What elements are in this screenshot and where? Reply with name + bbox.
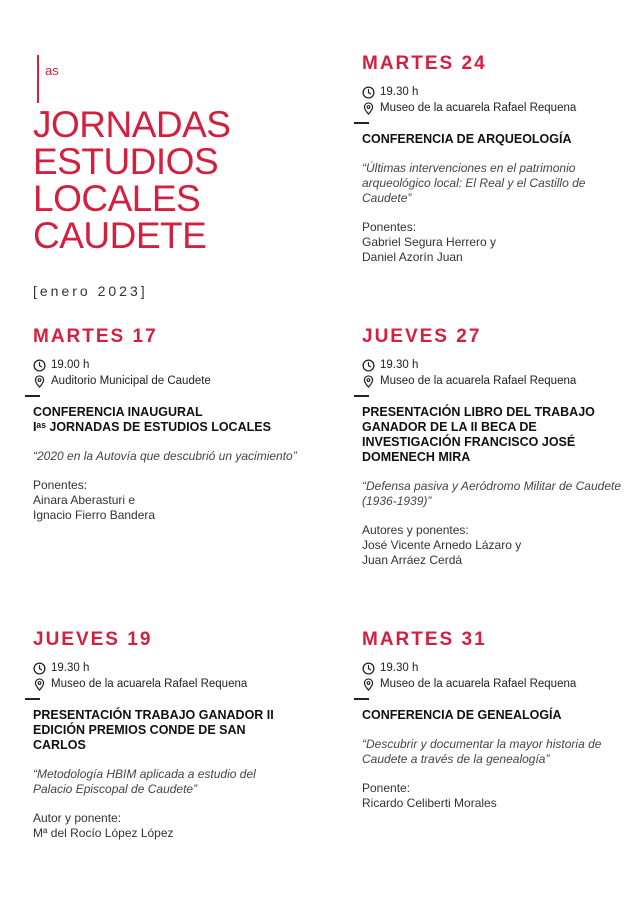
event-martes-17 [33,326,303,523]
event-day: MARTES 24 [362,53,487,74]
event-speaker: José Vicente Arnedo Lázaro y [362,538,522,552]
title-line: CAUDETE [33,215,207,256]
event-speaker: Ignacio Fierro Bandera [33,508,156,522]
location-pin-icon [362,375,375,388]
event-title-line: Iᵃˢ JORNADAS DE ESTUDIOS LOCALES [33,420,271,434]
event-speaker: Gabriel Segura Herrero y [362,235,497,249]
event-place: Museo de la acuarela Rafael Requena [380,678,577,690]
clock-icon [33,662,46,675]
event-time: 19.00 h [51,359,90,371]
event-speakers-label: Ponente: [362,781,411,795]
event-speaker: Juan Arráez Cerdá [362,553,463,567]
event-speaker: Ainara Aberasturi e [33,493,136,507]
title-line: LOCALES [33,178,201,219]
event-talk-title: “Metodología HBIM aplicada a estudio del Palacio Episcopal de Caudete” [33,767,256,796]
event-time: 19.30 h [380,86,419,98]
divider [33,389,303,403]
event-time-row [362,84,622,100]
location-pin-icon [362,102,375,115]
event-talk-title: “Defensa pasiva y Aeródromo Militar de Caudete (1936-1939)” [362,479,622,508]
accent-bar [37,55,39,103]
event-speaker: Daniel Azorín Juan [362,250,463,264]
event-date-range: [enero 2023] [33,283,148,299]
event-jueves-19 [33,629,291,841]
page-title [33,106,333,254]
location-pin-icon [33,375,46,388]
event-talk-title: “2020 en la Autovía que descubrió un yacimiento” [33,449,297,463]
event-time: 19.30 h [380,662,419,674]
event-time: 19.30 h [380,359,419,371]
event-martes-24 [362,53,622,265]
event-place: Museo de la acuarela Rafael Requena [380,102,577,114]
location-pin-icon [362,678,375,691]
event-talk-title: “Últimas intervenciones en el patrimonio arqueológico local: El Real y el Castillo de Caudete” [362,161,586,205]
event-place-row [362,373,624,389]
event-title: PRESENTACIÓN TRABAJO GANADOR II EDICIÓN PREMIOS CONDE DE SAN CARLOS [33,708,274,752]
event-speaker: Ricardo Celiberti Morales [362,796,497,810]
divider [362,116,622,130]
event-title-line: CONFERENCIA INAUGURAL [33,405,203,419]
event-talk-title: “Descubrir y documentar la mayor historia de Caudete a través de la genealogía” [362,737,602,766]
event-day: MARTES 31 [362,629,487,650]
divider [362,389,624,403]
clock-icon [362,359,375,372]
event-title: CONFERENCIA DE ARQUEOLOGÍA [362,132,572,146]
event-place-row [362,100,622,116]
title-line: ESTUDIOS [33,141,219,182]
event-jueves-27 [362,326,624,568]
event-place-row [362,676,612,692]
event-day: MARTES 17 [33,326,158,347]
event-speaker: Mª del Rocío López López [33,826,174,840]
event-place: Museo de la acuarela Rafael Requena [380,375,577,387]
event-time: 19.30 h [51,662,90,674]
event-speakers-label: Ponentes: [362,220,417,234]
event-place: Auditorio Municipal de Caudete [51,375,211,387]
event-title: PRESENTACIÓN LIBRO DEL TRABAJO GANADOR DE LA II BECA DE INVESTIGACIÓN FRANCISCO JOSÉ DOMENECH MIRA [362,405,595,464]
title-superscript: as [45,63,59,78]
event-speakers-label: Autores y ponentes: [362,523,469,537]
event-martes-31 [362,629,612,811]
event-time-row [362,660,612,676]
event-title [33,405,303,435]
event-day: JUEVES 27 [362,326,482,347]
divider [362,692,612,706]
event-speakers-label: Autor y ponente: [33,811,122,825]
title-superscript-row [33,54,333,104]
clock-icon [362,86,375,99]
event-place-row [33,676,291,692]
event-day: JUEVES 19 [33,629,153,650]
event-title-block [33,54,333,254]
event-place: Museo de la acuarela Rafael Requena [51,678,248,690]
event-title: CONFERENCIA DE GENEALOGÍA [362,708,562,722]
event-time-row [33,357,303,373]
event-place-row [33,373,303,389]
event-time-row [362,357,624,373]
divider [33,692,291,706]
event-time-row [33,660,291,676]
title-line: JORNADAS [33,104,231,145]
clock-icon [362,662,375,675]
clock-icon [33,359,46,372]
event-speakers-label: Ponentes: [33,478,88,492]
location-pin-icon [33,678,46,691]
